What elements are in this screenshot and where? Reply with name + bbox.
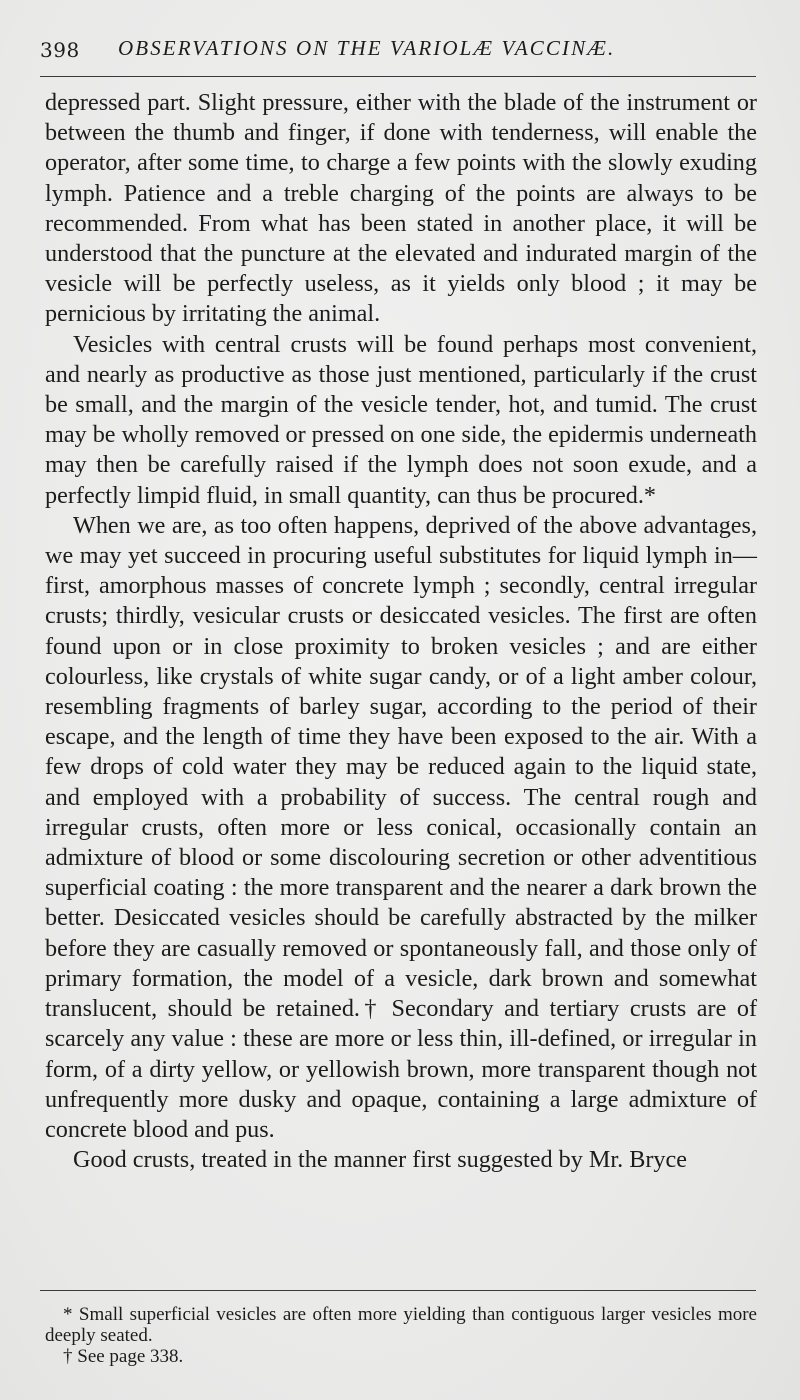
running-head: OBSERVATIONS ON THE VARIOLÆ VACCINÆ.	[118, 36, 616, 60]
header-rule	[40, 76, 756, 77]
footnotes	[45, 1304, 757, 1367]
body-text	[45, 88, 757, 1175]
paragraph-2: Vesicles with central crusts will be found perhaps most convenient, and nearly as productive as those just mentioned, particularly if the crust be small, and the margin of the vesicle tender, hot, and tumid. The crust may be wholly removed or pressed on one side, the epidermis underneath may then be carefully raised if the lymph does not soon exude, and a perfectly limpid fluid, in small quantity, can thus be procured.*	[45, 330, 757, 509]
footnote-1: * Small superficial vesicles are often more yielding than contiguous larger vesicles more deeply seated.	[45, 1304, 757, 1346]
page-header	[40, 32, 760, 72]
page-number: 398	[40, 38, 80, 62]
footnote-2: † See page 338.	[63, 1346, 184, 1367]
paragraph-3: When we are, as too often happens, deprived of the above advantages, we may yet succeed in procuring useful substitutes for liquid lymph in—first, amorphous masses of concrete lymph ; secondly, central irregular crusts; thirdly, vesicular crusts or desiccated vesicles. The first are often found upon or in close proximity to broken vesicles ; and are either colourless, like crystals of white sugar candy, or of a light amber colour, resembling fragments of barley sugar, according to the period of their escape, and the length of time they have been exposed to the air. With a few drops of cold water they may be reduced again to the liquid state, and employed with a probability of success. The central rough and irregular crusts, often more or less conical, occasionally contain an admixture of blood or some discolouring secretion or other adventitious superficial coating : the more transparent and the nearer a dark brown the better. Desiccated vesicles should be carefully abstracted by the milker before they are casually removed or spontaneously fall, and those only of primary formation, the model of a vesicle, dark brown and somewhat translucent, should be retained.† Secondary and tertiary crusts are of scarcely any value : these are more or less thin, ill-defined, or irregular in form, of a dirty yellow, or yellowish brown, more transparent though not unfrequently more dusky and opaque, containing a large admixture of concrete blood and pus.	[45, 511, 757, 1143]
paragraph-1: depressed part. Slight pressure, either with the blade of the instrument or between the thumb and finger, if done with tenderness, will enable the operator, after some time, to charge a few points with the slowly exuding lymph. Patience and a treble charging of the points are always to be recommended. From what has been stated in another place, it will be understood that the puncture at the elevated and indurated margin of the vesicle will be perfectly useless, as it yields only blood ; it may be pernicious by irritating the animal.	[45, 89, 757, 328]
paragraph-4: Good crusts, treated in the manner first suggested by Mr. Bryce	[73, 1146, 687, 1174]
footnote-rule	[40, 1290, 756, 1291]
